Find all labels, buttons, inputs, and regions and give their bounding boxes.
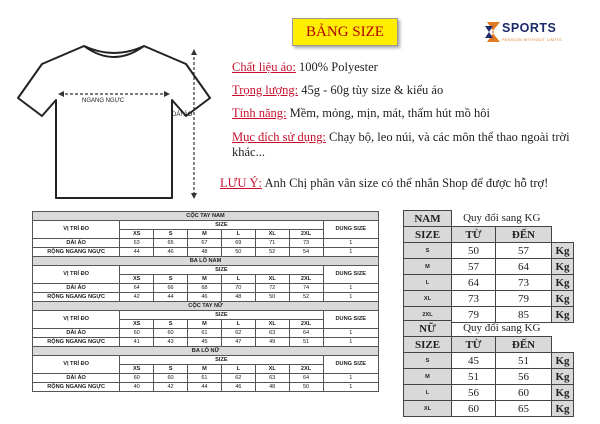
kg-to: 65	[496, 401, 552, 417]
kg-to: 60	[496, 385, 552, 401]
table-row	[33, 239, 379, 248]
brand-logo	[484, 18, 584, 48]
kg-to: 64	[496, 259, 552, 275]
kg-size: XL	[404, 401, 452, 417]
measure-value: 61	[188, 329, 222, 338]
kg-from: 64	[452, 275, 496, 291]
measure-value: 48	[255, 383, 289, 392]
measure-value: 66	[154, 284, 188, 293]
weight-value: 45g - 60g tùy size & kiểu áo	[301, 83, 444, 97]
note-value: Anh Chị phân vân size có thể nhắn Shop để được hỗ trợ!	[264, 176, 549, 190]
table-row	[404, 385, 574, 401]
length-label: DÀI ÁO	[172, 112, 193, 118]
kg-size: XL	[404, 291, 452, 307]
size-table-title: CỘC TAY NỮ	[33, 302, 379, 311]
measure-value: 63	[120, 239, 154, 248]
kg-unit: Kg	[552, 243, 574, 259]
size-label: XS	[120, 320, 154, 329]
measure-value: 50	[289, 383, 323, 392]
size-header: SIZE	[120, 221, 323, 230]
measure-value: 62	[221, 329, 255, 338]
kg-to-header: ĐẾN	[496, 337, 552, 353]
size-label: L	[221, 365, 255, 374]
table-row	[33, 383, 379, 392]
kg-size: S	[404, 243, 452, 259]
kg-from: 60	[452, 401, 496, 417]
size-label: XS	[120, 275, 154, 284]
size-label: XL	[255, 365, 289, 374]
tshirt-diagram	[14, 38, 214, 206]
note-label: LƯU Ý:	[220, 176, 262, 190]
kg-to: 57	[496, 243, 552, 259]
kg-from: 51	[452, 369, 496, 385]
kg-unit: Kg	[552, 385, 574, 401]
measure-value: 40	[120, 383, 154, 392]
measure-value: 60	[120, 374, 154, 383]
tolerance-header: DUNG SIZE	[323, 311, 379, 329]
measure-value: 65	[154, 239, 188, 248]
kg-table-women	[403, 320, 574, 417]
kg-size: M	[404, 369, 452, 385]
kg-from: 56	[452, 385, 496, 401]
purpose-value: Chạy bộ, leo núi, và các môn thể thao ngoài trời khác...	[232, 130, 570, 159]
kg-from: 79	[452, 307, 496, 323]
measure-value: 51	[289, 338, 323, 347]
tolerance-value: 1	[323, 284, 379, 293]
measure-label: RỘNG NGANG NGỰC	[33, 248, 120, 257]
measure-label: RỘNG NGANG NGỰC	[33, 338, 120, 347]
weight-line	[232, 83, 443, 98]
tolerance-value: 1	[323, 383, 379, 392]
measure-value: 67	[188, 239, 222, 248]
measure-value: 44	[154, 293, 188, 302]
measure-value: 74	[289, 284, 323, 293]
measure-value: 64	[289, 329, 323, 338]
measure-value: 47	[221, 338, 255, 347]
position-header: VỊ TRÍ ĐO	[33, 311, 120, 329]
measure-value: 45	[188, 338, 222, 347]
kg-to: 73	[496, 275, 552, 291]
measure-label: DÀI ÁO	[33, 374, 120, 383]
measure-value: 48	[188, 248, 222, 257]
measure-value: 54	[289, 248, 323, 257]
size-header: SIZE	[120, 356, 323, 365]
tolerance-header: DUNG SIZE	[323, 356, 379, 374]
table-row	[33, 293, 379, 302]
measure-label: RỘNG NGANG NGỰC	[33, 383, 120, 392]
kg-from: 50	[452, 243, 496, 259]
kg-unit: Kg	[552, 259, 574, 275]
size-header: SIZE	[120, 266, 323, 275]
kg-caption: Quy đổi sang KG	[452, 321, 552, 337]
kg-unit: Kg	[552, 353, 574, 369]
tolerance-value: 1	[323, 293, 379, 302]
kg-group-label: NAM	[404, 211, 452, 227]
purpose-line	[232, 130, 592, 160]
size-label: XS	[120, 230, 154, 239]
measure-value: 52	[255, 248, 289, 257]
kg-to: 85	[496, 307, 552, 323]
table-row	[404, 291, 574, 307]
measure-value: 50	[221, 248, 255, 257]
page-title: BẢNG SIZE	[292, 18, 398, 46]
purpose-label: Mục đích sử dụng:	[232, 130, 326, 144]
measure-value: 48	[221, 293, 255, 302]
measure-value: 41	[120, 338, 154, 347]
tolerance-value: 1	[323, 248, 379, 257]
note-line	[220, 176, 600, 191]
measure-value: 61	[188, 374, 222, 383]
measure-value: 42	[120, 293, 154, 302]
table-row	[404, 369, 574, 385]
measure-label: DÀI ÁO	[33, 329, 120, 338]
kg-table-men	[403, 210, 574, 323]
material-label: Chất liệu áo:	[232, 60, 296, 74]
measure-value: 64	[289, 374, 323, 383]
kg-from: 45	[452, 353, 496, 369]
measure-label: DÀI ÁO	[33, 239, 120, 248]
position-header: VỊ TRÍ ĐO	[33, 356, 120, 374]
measure-value: 60	[154, 329, 188, 338]
measure-value: 64	[120, 284, 154, 293]
kg-to: 56	[496, 369, 552, 385]
size-label: 2XL	[289, 320, 323, 329]
kg-unit: Kg	[552, 307, 574, 323]
measure-value: 46	[154, 248, 188, 257]
kg-caption: Quy đổi sang KG	[452, 211, 552, 227]
table-row	[404, 243, 574, 259]
measure-value: 49	[255, 338, 289, 347]
tolerance-value: 1	[323, 239, 379, 248]
kg-to: 79	[496, 291, 552, 307]
size-label: M	[188, 320, 222, 329]
size-label: XS	[120, 365, 154, 374]
measure-value: 46	[188, 293, 222, 302]
table-row	[404, 275, 574, 291]
size-label: M	[188, 230, 222, 239]
kg-size: M	[404, 259, 452, 275]
kg-size: L	[404, 385, 452, 401]
measure-value: 50	[255, 293, 289, 302]
kg-size: S	[404, 353, 452, 369]
kg-from-header: TỪ	[452, 337, 496, 353]
kg-unit: Kg	[552, 275, 574, 291]
tolerance-value: 1	[323, 374, 379, 383]
logo-tagline: PASSION WITHOUT LIMITS	[502, 37, 562, 42]
logo-brand-text: SPORTS	[502, 21, 557, 35]
measure-value: 44	[188, 383, 222, 392]
weight-label: Trọng lượng:	[232, 83, 299, 97]
material-line	[232, 60, 378, 75]
size-label: L	[221, 320, 255, 329]
size-label: S	[154, 320, 188, 329]
measure-value: 60	[154, 374, 188, 383]
kg-from-header: TỪ	[452, 227, 496, 243]
size-table-title: BA LỖ NỮ	[33, 347, 379, 356]
size-label: S	[154, 275, 188, 284]
measure-value: 63	[255, 329, 289, 338]
measure-label: RỘNG NGANG NGỰC	[33, 293, 120, 302]
measure-value: 69	[221, 239, 255, 248]
kg-to-header: ĐẾN	[496, 227, 552, 243]
measure-value: 46	[221, 383, 255, 392]
table-row	[33, 248, 379, 257]
kg-size: 2XL	[404, 307, 452, 323]
features-line	[232, 106, 490, 121]
size-label: 2XL	[289, 230, 323, 239]
measure-label: DÀI ÁO	[33, 284, 120, 293]
table-row	[33, 329, 379, 338]
size-label: M	[188, 365, 222, 374]
kg-from: 73	[452, 291, 496, 307]
size-label: L	[221, 275, 255, 284]
measure-value: 44	[120, 248, 154, 257]
tolerance-header: DUNG SIZE	[323, 266, 379, 284]
measure-value: 70	[221, 284, 255, 293]
size-table-title: CỘC TAY NAM	[33, 212, 379, 221]
size-label: M	[188, 275, 222, 284]
table-row	[33, 338, 379, 347]
measure-value: 43	[154, 338, 188, 347]
kg-from: 57	[452, 259, 496, 275]
logo-mark-icon	[484, 18, 504, 46]
kg-size-header: SIZE	[404, 227, 452, 243]
kg-size-header: SIZE	[404, 337, 452, 353]
size-table-title: BA LỖ NAM	[33, 257, 379, 266]
measure-value: 60	[120, 329, 154, 338]
kg-to: 51	[496, 353, 552, 369]
kg-size: L	[404, 275, 452, 291]
size-header: SIZE	[120, 311, 323, 320]
table-row	[33, 374, 379, 383]
material-value: 100% Polyester	[299, 60, 378, 74]
features-label: Tính năng:	[232, 106, 287, 120]
measure-value: 52	[289, 293, 323, 302]
measure-value: 72	[255, 284, 289, 293]
tolerance-header: DUNG SIZE	[323, 221, 379, 239]
measure-value: 63	[255, 374, 289, 383]
kg-unit: Kg	[552, 401, 574, 417]
kg-unit: Kg	[552, 291, 574, 307]
size-label: XL	[255, 275, 289, 284]
measure-value: 62	[221, 374, 255, 383]
measure-value: 42	[154, 383, 188, 392]
features-value: Mềm, mỏng, mịn, mát, thấm hút mồ hôi	[289, 106, 490, 120]
position-header: VỊ TRÍ ĐO	[33, 266, 120, 284]
tolerance-value: 1	[323, 329, 379, 338]
table-row	[404, 259, 574, 275]
size-table	[32, 211, 379, 392]
size-label: XL	[255, 320, 289, 329]
size-tables	[32, 211, 379, 392]
measure-value: 68	[188, 284, 222, 293]
table-row	[404, 401, 574, 417]
position-header: VỊ TRÍ ĐO	[33, 221, 120, 239]
size-label: XL	[255, 230, 289, 239]
table-row	[33, 284, 379, 293]
measure-value: 73	[289, 239, 323, 248]
size-label: 2XL	[289, 365, 323, 374]
size-label: S	[154, 230, 188, 239]
size-label: S	[154, 365, 188, 374]
size-label: 2XL	[289, 275, 323, 284]
kg-group-label: NỮ	[404, 321, 452, 337]
measure-value: 71	[255, 239, 289, 248]
tolerance-value: 1	[323, 338, 379, 347]
chest-label: NGANG NGỰC	[82, 98, 125, 104]
kg-unit: Kg	[552, 369, 574, 385]
size-label: L	[221, 230, 255, 239]
table-row	[404, 353, 574, 369]
